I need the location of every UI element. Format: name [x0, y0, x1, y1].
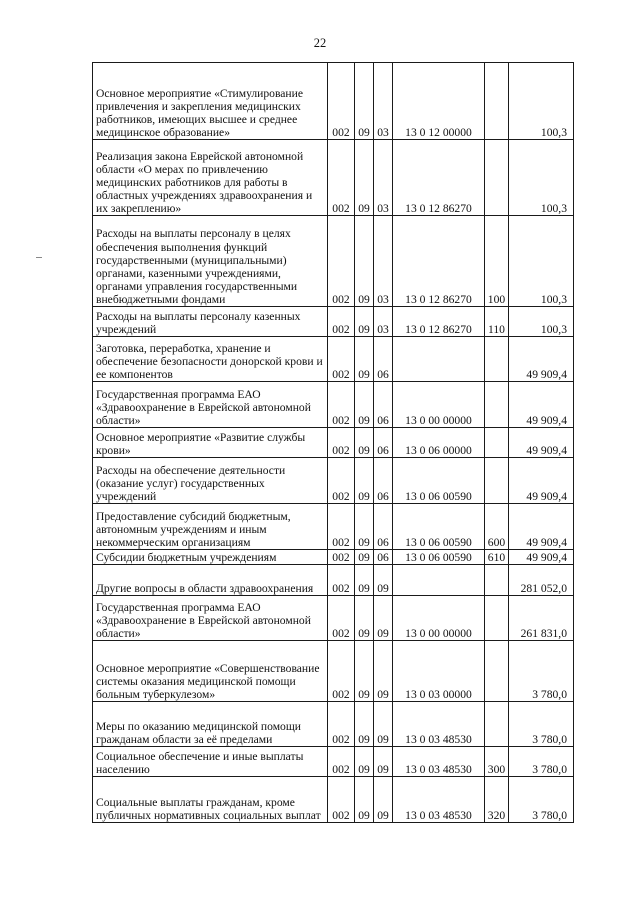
- row-name: Основное мероприятие «Стимулирование привлечения и закрепления медицинских работников, имеющих высшее и среднее медицинское образование»: [93, 63, 328, 140]
- row-rz: 09: [355, 337, 374, 382]
- row-pr: 09: [374, 596, 393, 641]
- row-sum: 3 780,0: [509, 777, 574, 823]
- row-grbs: 002: [328, 307, 355, 337]
- row-pr: 09: [374, 747, 393, 777]
- row-vr: [485, 140, 509, 216]
- table-row: [93, 596, 574, 641]
- row-rz: 09: [355, 428, 374, 458]
- row-name: Заготовка, переработка, хранение и обеспечение безопасности донорской крови и ее компонентов: [93, 337, 328, 382]
- row-sum: 49 909,4: [509, 504, 574, 550]
- row-name: Субсидии бюджетным учреждениям: [93, 550, 328, 565]
- row-grbs: 002: [328, 777, 355, 823]
- table-row: [93, 504, 574, 550]
- row-sum: 3 780,0: [509, 641, 574, 702]
- row-csr: 13 0 03 48530: [393, 747, 485, 777]
- table-row: [93, 382, 574, 428]
- row-csr: 13 0 06 00590: [393, 504, 485, 550]
- budget-table: [92, 62, 574, 823]
- row-sum: 49 909,4: [509, 428, 574, 458]
- row-name: Реализация закона Еврейской автономной области «О мерах по привлечению медицинских работников для работы в областных учреждениях здравоохранения и их закреплению»: [93, 140, 328, 216]
- row-sum: 49 909,4: [509, 550, 574, 565]
- row-vr: [485, 382, 509, 428]
- table-row: [93, 565, 574, 596]
- row-sum: 49 909,4: [509, 458, 574, 504]
- row-rz: 09: [355, 458, 374, 504]
- row-pr: 06: [374, 428, 393, 458]
- row-sum: 3 780,0: [509, 747, 574, 777]
- row-pr: 09: [374, 777, 393, 823]
- row-rz: 09: [355, 747, 374, 777]
- row-grbs: 002: [328, 747, 355, 777]
- row-rz: 09: [355, 641, 374, 702]
- row-grbs: 002: [328, 504, 355, 550]
- row-csr: 13 0 03 00000: [393, 641, 485, 702]
- row-csr: 13 0 00 00000: [393, 382, 485, 428]
- row-vr: 320: [485, 777, 509, 823]
- row-grbs: 002: [328, 63, 355, 140]
- row-csr: 13 0 12 86270: [393, 216, 485, 307]
- row-pr: 09: [374, 565, 393, 596]
- margin-mark: [36, 257, 42, 258]
- row-grbs: 002: [328, 565, 355, 596]
- row-vr: 100: [485, 216, 509, 307]
- row-vr: 300: [485, 747, 509, 777]
- row-grbs: 002: [328, 337, 355, 382]
- row-csr: 13 0 12 86270: [393, 140, 485, 216]
- row-grbs: 002: [328, 550, 355, 565]
- row-pr: 06: [374, 504, 393, 550]
- row-pr: 06: [374, 458, 393, 504]
- table-row: [93, 216, 574, 307]
- row-vr: [485, 63, 509, 140]
- row-vr: [485, 702, 509, 747]
- table-row: [93, 458, 574, 504]
- row-name: Расходы на обеспечение деятельности (оказание услуг) государственных учреждений: [93, 458, 328, 504]
- row-grbs: 002: [328, 458, 355, 504]
- row-rz: 09: [355, 596, 374, 641]
- row-rz: 09: [355, 565, 374, 596]
- row-vr: 110: [485, 307, 509, 337]
- row-name: Другие вопросы в области здравоохранения: [93, 565, 328, 596]
- row-grbs: 002: [328, 428, 355, 458]
- row-pr: 09: [374, 641, 393, 702]
- row-csr: 13 0 00 00000: [393, 596, 485, 641]
- row-name: Основное мероприятие «Развитие службы крови»: [93, 428, 328, 458]
- row-rz: 09: [355, 777, 374, 823]
- row-rz: 09: [355, 504, 374, 550]
- row-name: Основное мероприятие «Совершенствование системы оказания медицинской помощи больным туберкулезом»: [93, 641, 328, 702]
- row-name: Государственная программа ЕАО «Здравоохранение в Еврейской автономной области»: [93, 596, 328, 641]
- row-csr: 13 0 06 00590: [393, 550, 485, 565]
- row-sum: 100,3: [509, 307, 574, 337]
- row-name: Социальное обеспечение и иные выплаты населению: [93, 747, 328, 777]
- table-row: [93, 777, 574, 823]
- row-csr: 13 0 12 00000: [393, 63, 485, 140]
- row-rz: 09: [355, 216, 374, 307]
- row-pr: 06: [374, 337, 393, 382]
- row-vr: [485, 596, 509, 641]
- row-sum: 100,3: [509, 63, 574, 140]
- row-name: Социальные выплаты гражданам, кроме публичных нормативных социальных выплат: [93, 777, 328, 823]
- table-row: [93, 63, 574, 140]
- page-number: 22: [313, 36, 327, 50]
- table-row: [93, 550, 574, 565]
- row-name: Расходы на выплаты персоналу казенных учреждений: [93, 307, 328, 337]
- row-pr: 06: [374, 382, 393, 428]
- table-row: [93, 747, 574, 777]
- table-row: [93, 428, 574, 458]
- table-row: [93, 140, 574, 216]
- row-grbs: 002: [328, 596, 355, 641]
- table-row: [93, 307, 574, 337]
- row-pr: 03: [374, 63, 393, 140]
- row-name: Расходы на выплаты персоналу в целях обеспечения выполнения функций государственными (муниципальными) органами, казенными учреждениями, органами управления государственными внебюджетными фондами: [93, 216, 328, 307]
- row-vr: [485, 337, 509, 382]
- row-rz: 09: [355, 63, 374, 140]
- row-sum: 100,3: [509, 216, 574, 307]
- row-pr: 03: [374, 140, 393, 216]
- row-csr: 13 0 06 00590: [393, 458, 485, 504]
- row-csr: [393, 337, 485, 382]
- row-vr: [485, 565, 509, 596]
- row-rz: 09: [355, 307, 374, 337]
- row-vr: [485, 428, 509, 458]
- row-vr: 600: [485, 504, 509, 550]
- row-sum: 261 831,0: [509, 596, 574, 641]
- row-grbs: 002: [328, 140, 355, 216]
- row-rz: 09: [355, 702, 374, 747]
- table-row: [93, 641, 574, 702]
- row-name: Государственная программа ЕАО «Здравоохранение в Еврейской автономной области»: [93, 382, 328, 428]
- row-vr: [485, 458, 509, 504]
- row-pr: 03: [374, 307, 393, 337]
- row-rz: 09: [355, 382, 374, 428]
- row-pr: 09: [374, 702, 393, 747]
- row-sum: 3 780,0: [509, 702, 574, 747]
- row-vr: 610: [485, 550, 509, 565]
- row-sum: 281 052,0: [509, 565, 574, 596]
- row-csr: 13 0 12 86270: [393, 307, 485, 337]
- row-csr: 13 0 03 48530: [393, 702, 485, 747]
- row-name: Предоставление субсидий бюджетным, автономным учреждениям и иным некоммерческим организациям: [93, 504, 328, 550]
- row-csr: 13 0 06 00000: [393, 428, 485, 458]
- row-vr: [485, 641, 509, 702]
- row-sum: 49 909,4: [509, 382, 574, 428]
- row-sum: 49 909,4: [509, 337, 574, 382]
- row-grbs: 002: [328, 641, 355, 702]
- table-row: [93, 337, 574, 382]
- row-sum: 100,3: [509, 140, 574, 216]
- row-grbs: 002: [328, 216, 355, 307]
- row-csr: 13 0 03 48530: [393, 777, 485, 823]
- row-rz: 09: [355, 550, 374, 565]
- row-name: Меры по оказанию медицинской помощи гражданам области за её пределами: [93, 702, 328, 747]
- row-pr: 03: [374, 216, 393, 307]
- row-pr: 06: [374, 550, 393, 565]
- row-grbs: 002: [328, 382, 355, 428]
- row-grbs: 002: [328, 702, 355, 747]
- table-row: [93, 702, 574, 747]
- row-rz: 09: [355, 140, 374, 216]
- row-csr: [393, 565, 485, 596]
